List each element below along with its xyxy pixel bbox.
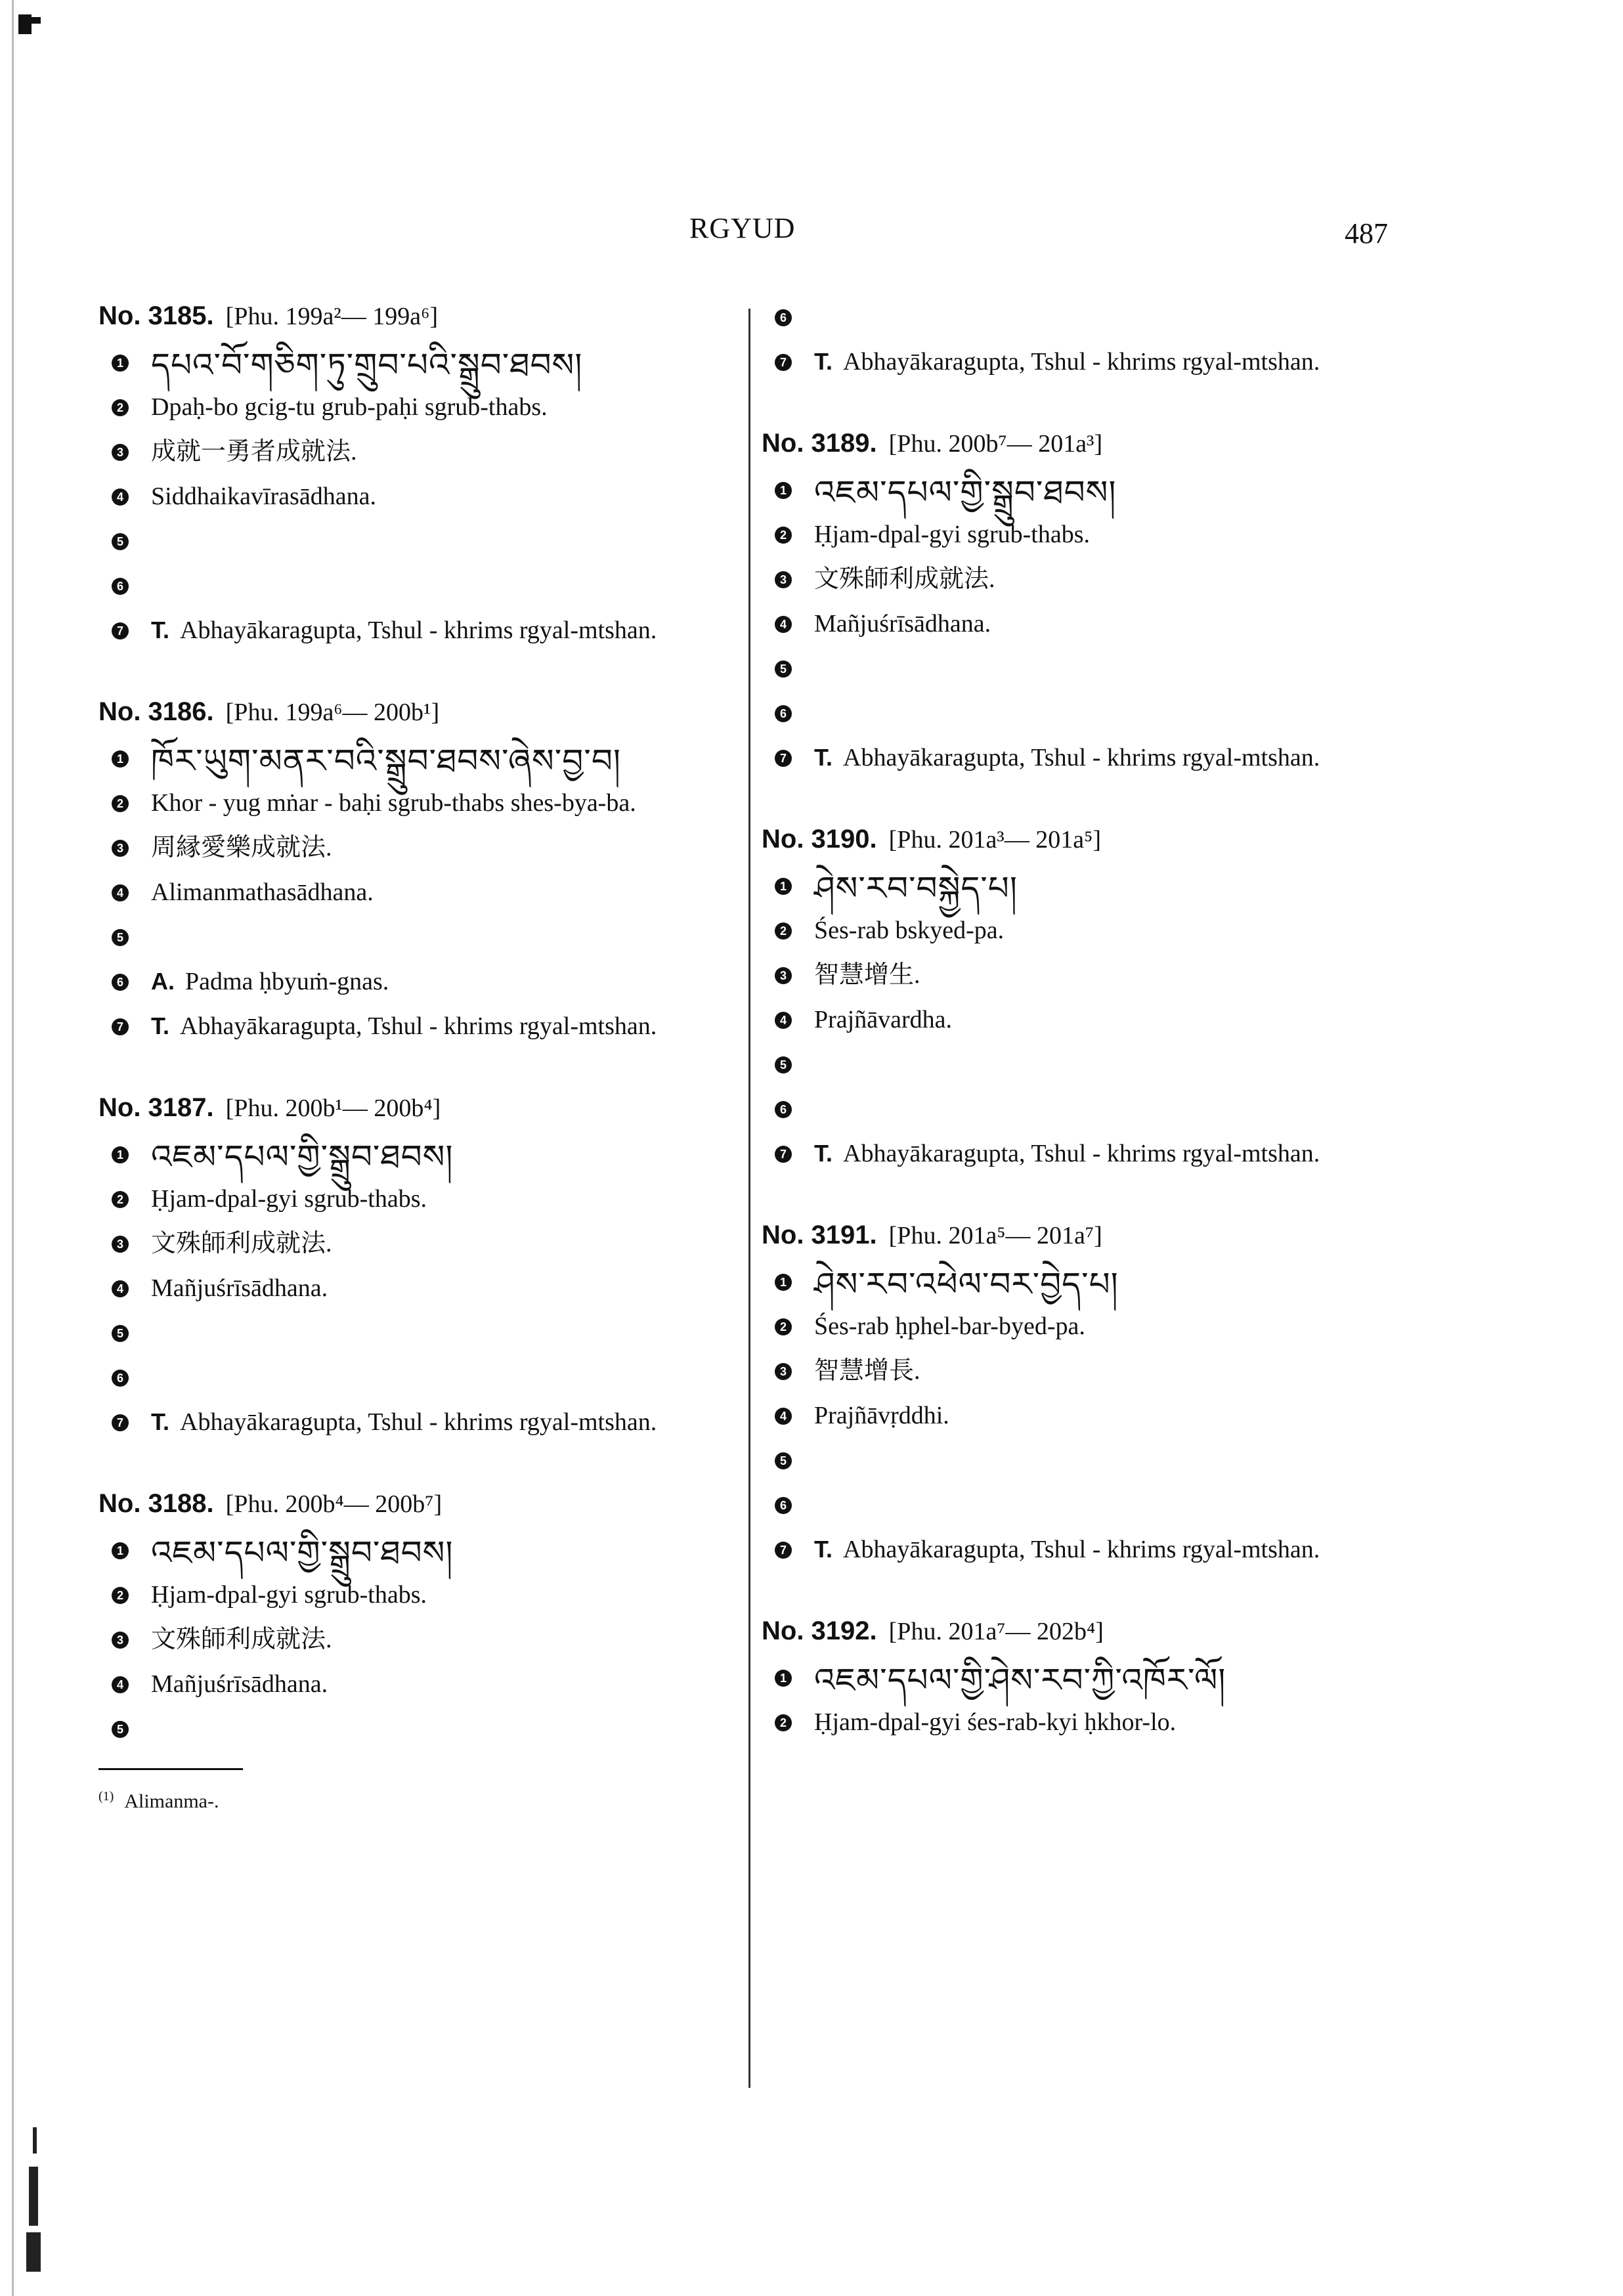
sanskrit-title: Siddhaikavīrasādhana. xyxy=(151,483,376,510)
field-tibetan xyxy=(762,867,1418,912)
field-marker: 2 xyxy=(775,1714,792,1731)
catalog-entry xyxy=(762,1614,1418,1748)
entry-number: No. 3190. xyxy=(762,825,877,854)
field-marker: 2 xyxy=(112,1587,129,1604)
entry-reference: [Phu. 200b¹— 200b⁴] xyxy=(225,1094,441,1122)
transliteration: Ḥjam-dpal-gyi sgrub-thabs. xyxy=(814,521,1091,548)
field-tibetan xyxy=(98,740,755,785)
field-transliteration xyxy=(98,1180,755,1225)
field-chinese xyxy=(98,1621,755,1666)
field-transliteration xyxy=(762,912,1418,957)
entry-number: No. 3185. xyxy=(98,301,214,330)
sanskrit-title: Mañjuśrīsādhana. xyxy=(151,1274,328,1302)
field-marker: 2 xyxy=(775,527,792,544)
field-5 xyxy=(762,1442,1418,1486)
chinese-title: 智慧增長. xyxy=(814,1357,920,1385)
field-marker: 6 xyxy=(775,309,792,326)
entry-number: No. 3186. xyxy=(98,697,214,726)
field-marker: 4 xyxy=(112,1280,129,1297)
field-marker: 5 xyxy=(775,1452,792,1469)
entry-number: No. 3191. xyxy=(762,1221,877,1249)
field-tibetan xyxy=(98,1532,755,1576)
field-author xyxy=(762,1486,1418,1531)
field-author xyxy=(762,695,1418,739)
field-translator xyxy=(762,343,1418,388)
field-marker: 2 xyxy=(775,1318,792,1335)
field-translator xyxy=(98,1008,755,1052)
field-marker: 6 xyxy=(112,1370,129,1387)
field-5 xyxy=(98,523,755,567)
entry-heading xyxy=(98,1486,755,1521)
field-marker: 3 xyxy=(112,1236,129,1253)
transliteration: Ḥjam-dpal-gyi sgrub-thabs. xyxy=(151,1185,427,1213)
author-label: A. xyxy=(151,968,175,995)
entry-reference: [Phu. 200b⁴— 200b⁷] xyxy=(225,1490,443,1518)
entry-reference: [Phu. 199a²— 199a⁶] xyxy=(225,303,438,330)
field-sanskrit xyxy=(762,1001,1418,1046)
field-author xyxy=(762,299,1418,343)
field-marker: 7 xyxy=(112,622,129,639)
translator-names: Abhayākaragupta, Tshul - khrims rgyal-mtshan. xyxy=(843,348,1320,376)
field-translator xyxy=(98,612,755,657)
field-marker: 6 xyxy=(112,578,129,595)
translator-names: Abhayākaragupta, Tshul - khrims rgyal-mtshan. xyxy=(180,617,657,644)
tibetan-title: འཇམ་དཔལ་གྱི་སྒྲུབ་ཐབས། xyxy=(151,1138,454,1176)
field-tibetan xyxy=(762,1263,1418,1308)
field-marker: 5 xyxy=(775,661,792,678)
entry-heading xyxy=(762,1218,1418,1253)
chinese-title: 文殊師利成就法. xyxy=(151,1626,332,1653)
author-name: Padma ḥbyuṁ-gnas. xyxy=(185,968,389,995)
field-sanskrit xyxy=(98,874,755,919)
catalog-entry xyxy=(762,1218,1418,1576)
field-sanskrit xyxy=(98,478,755,523)
field-marker: 3 xyxy=(112,444,129,461)
entry-number: No. 3187. xyxy=(98,1093,214,1122)
field-tibetan xyxy=(98,1136,755,1180)
chinese-title: 成就一勇者成就法. xyxy=(151,438,357,466)
transliteration: Śes-rab bskyed-pa. xyxy=(814,917,1005,944)
translator-label: T. xyxy=(814,1536,833,1563)
translator-label: T. xyxy=(151,1012,170,1039)
field-marker: 3 xyxy=(112,1632,129,1649)
translator-label: T. xyxy=(814,1140,833,1167)
field-marker: 7 xyxy=(112,1018,129,1035)
field-marker: 3 xyxy=(112,840,129,857)
left-column xyxy=(98,299,755,1815)
field-marker: 5 xyxy=(112,1721,129,1738)
entry-heading xyxy=(762,1614,1418,1649)
field-marker: 1 xyxy=(112,1146,129,1163)
field-marker: 3 xyxy=(775,967,792,984)
field-transliteration xyxy=(762,1704,1418,1748)
translator-label: T. xyxy=(814,744,833,771)
field-5 xyxy=(98,1314,755,1359)
transliteration: Ḥjam-dpal-gyi sgrub-thabs. xyxy=(151,1581,427,1609)
entry-number: No. 3189. xyxy=(762,429,877,458)
catalog-entry xyxy=(98,1486,755,1755)
right-column xyxy=(762,299,1418,1787)
field-tibetan xyxy=(762,1659,1418,1704)
field-chinese xyxy=(98,433,755,478)
catalog-entry xyxy=(98,1091,755,1448)
entry-number: No. 3188. xyxy=(98,1489,214,1518)
field-marker: 1 xyxy=(112,355,129,372)
field-marker: 1 xyxy=(775,878,792,895)
field-marker: 7 xyxy=(775,1542,792,1559)
entry-heading xyxy=(762,822,1418,857)
catalog-entry xyxy=(762,822,1418,1180)
field-5 xyxy=(98,1710,755,1755)
footnote-mark: (1) xyxy=(98,1789,114,1804)
field-marker: 7 xyxy=(775,354,792,371)
field-marker: 1 xyxy=(112,750,129,768)
field-translator xyxy=(762,1531,1418,1576)
transliteration: Ḥjam-dpal-gyi śes-rab-kyi ḥkhor-lo. xyxy=(814,1708,1177,1736)
entry-number: No. 3192. xyxy=(762,1616,877,1645)
field-marker: 4 xyxy=(112,1676,129,1693)
field-marker: 1 xyxy=(775,1670,792,1687)
tibetan-title: ཤེས་རབ་བསྐྱེད་པ། xyxy=(814,869,1018,907)
field-marker: 1 xyxy=(775,1274,792,1291)
field-transliteration xyxy=(762,1308,1418,1353)
translator-names: Abhayākaragupta, Tshul - khrims rgyal-mtshan. xyxy=(843,1140,1320,1167)
field-5 xyxy=(762,650,1418,695)
chinese-title: 文殊師利成就法. xyxy=(151,1230,332,1257)
entry-reference: [Phu. 201a⁵— 201a⁷] xyxy=(888,1222,1102,1249)
entry-reference: [Phu. 200b⁷— 201a³] xyxy=(888,430,1103,458)
field-translator xyxy=(762,739,1418,784)
field-marker: 3 xyxy=(775,1363,792,1380)
field-marker: 4 xyxy=(775,1012,792,1029)
field-author xyxy=(762,1091,1418,1135)
edge-blot xyxy=(26,2127,46,2272)
field-sanskrit xyxy=(762,605,1418,650)
field-sanskrit xyxy=(98,1666,755,1710)
footnote xyxy=(98,1783,755,1815)
field-marker: 1 xyxy=(775,482,792,499)
field-marker: 4 xyxy=(775,616,792,633)
chinese-title: 文殊師利成就法. xyxy=(814,565,995,593)
field-chinese xyxy=(98,829,755,874)
field-marker: 5 xyxy=(112,929,129,946)
field-marker: 7 xyxy=(112,1414,129,1431)
field-chinese xyxy=(762,561,1418,605)
page-number: 487 xyxy=(1345,217,1388,249)
footnote-text: Alimanma-. xyxy=(124,1790,219,1812)
field-marker: 6 xyxy=(112,974,129,991)
sanskrit-title: Mañjuśrīsādhana. xyxy=(151,1670,328,1698)
page-edge xyxy=(12,0,14,2296)
running-title: RGYUD xyxy=(689,212,796,244)
catalog-entry xyxy=(762,426,1418,784)
catalog-entry xyxy=(98,695,755,1052)
entry-reference: [Phu. 201a⁷— 202b⁴] xyxy=(888,1618,1104,1645)
field-author xyxy=(98,1359,755,1404)
field-marker: 2 xyxy=(112,399,129,416)
transliteration: Dpaḥ-bo gcig-tu grub-paḥi sgrub-thabs. xyxy=(151,393,548,421)
field-marker: 5 xyxy=(112,1325,129,1342)
transliteration: Śes-rab ḥphel-bar-byed-pa. xyxy=(814,1312,1085,1340)
field-marker: 1 xyxy=(112,1542,129,1559)
translator-label: T. xyxy=(151,617,170,643)
tibetan-title: འཇམ་དཔལ་གྱི་སྒྲུབ་ཐབས། xyxy=(814,473,1117,511)
entry-reference: [Phu. 201a³— 201a⁵] xyxy=(888,826,1101,854)
translator-names: Abhayākaragupta, Tshul - khrims rgyal-mtshan. xyxy=(180,1012,657,1040)
field-tibetan xyxy=(98,344,755,389)
field-sanskrit xyxy=(98,1270,755,1314)
field-marker: 6 xyxy=(775,1101,792,1118)
field-chinese xyxy=(762,957,1418,1001)
field-marker: 3 xyxy=(775,571,792,588)
catalog-entry xyxy=(98,299,755,657)
field-chinese xyxy=(98,1225,755,1270)
field-author xyxy=(98,567,755,612)
entry-reference: [Phu. 199a⁶— 200b¹] xyxy=(225,699,440,726)
footnote-rule xyxy=(98,1768,243,1770)
field-marker: 2 xyxy=(775,922,792,940)
transliteration: Khor - yug mṅar - baḥi sgrub-thabs shes-bya-ba. xyxy=(151,789,636,817)
field-transliteration xyxy=(98,389,755,433)
corner-mark xyxy=(18,14,32,34)
field-marker: 4 xyxy=(112,884,129,901)
field-marker: 6 xyxy=(775,705,792,722)
field-transliteration xyxy=(762,516,1418,561)
entry-heading xyxy=(762,426,1418,461)
field-translator xyxy=(98,1404,755,1448)
entry-heading xyxy=(98,695,755,729)
field-marker: 4 xyxy=(775,1408,792,1425)
field-transliteration xyxy=(98,785,755,829)
entry-heading xyxy=(98,1091,755,1125)
chinese-title: 智慧增生. xyxy=(814,961,920,989)
field-marker: 7 xyxy=(775,750,792,767)
sanskrit-title: Alimanmathasādhana. xyxy=(151,878,374,906)
translator-names: Abhayākaragupta, Tshul - khrims rgyal-mtshan. xyxy=(180,1408,657,1436)
field-chinese xyxy=(762,1353,1418,1397)
sanskrit-title: Prajñāvardha. xyxy=(814,1006,952,1033)
tibetan-title: འཇམ་དཔལ་གྱི་ཤེས་རབ་ཀྱི་འཁོར་ལོ། xyxy=(814,1661,1226,1699)
field-5 xyxy=(98,919,755,963)
chinese-title: 周縁愛樂成就法. xyxy=(151,834,332,861)
translator-names: Abhayākaragupta, Tshul - khrims rgyal-mtshan. xyxy=(843,744,1320,771)
tibetan-title: འཇམ་དཔལ་གྱི་སྒྲུབ་ཐབས། xyxy=(151,1534,454,1572)
tibetan-title: དཔའ་བོ་གཅིག་ཏུ་གྲུབ་པའི་སྒྲུབ་ཐབས། xyxy=(151,346,583,384)
field-marker: 4 xyxy=(112,488,129,506)
tibetan-title: ཁོར་ཡུག་མནར་བའི་སྒྲུབ་ཐབས་ཞེས་བྱ་བ། xyxy=(151,742,621,780)
field-5 xyxy=(762,1046,1418,1091)
field-marker: 5 xyxy=(775,1056,792,1073)
field-translator xyxy=(762,1135,1418,1180)
field-transliteration xyxy=(98,1576,755,1621)
translator-label: T. xyxy=(151,1408,170,1435)
translator-names: Abhayākaragupta, Tshul - khrims rgyal-mtshan. xyxy=(843,1536,1320,1563)
field-author xyxy=(98,963,755,1008)
field-marker: 2 xyxy=(112,795,129,812)
field-marker: 7 xyxy=(775,1146,792,1163)
tibetan-title: ཤེས་རབ་འཕེལ་བར་བྱེད་པ། xyxy=(814,1265,1119,1303)
field-marker: 2 xyxy=(112,1191,129,1208)
catalog-entry-continued xyxy=(762,299,1418,388)
field-marker: 6 xyxy=(775,1497,792,1514)
sanskrit-title: Prajñāvṛddhi. xyxy=(814,1402,949,1429)
translator-label: T. xyxy=(814,348,833,375)
sanskrit-title: Mañjuśrīsādhana. xyxy=(814,610,991,638)
field-tibetan xyxy=(762,471,1418,516)
field-marker: 5 xyxy=(112,533,129,550)
field-sanskrit xyxy=(762,1397,1418,1442)
entry-heading xyxy=(98,299,755,334)
